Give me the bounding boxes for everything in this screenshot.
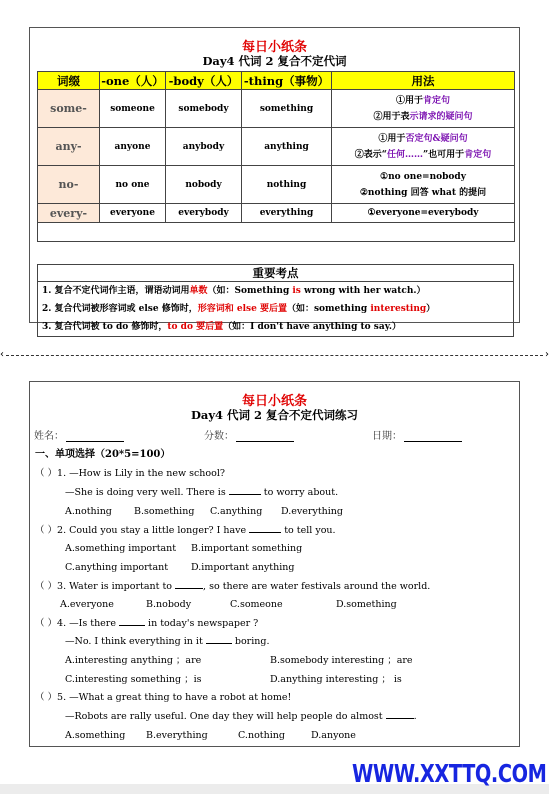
header-prefix: 词缀 bbox=[38, 72, 100, 90]
header-thing: -thing（事物） bbox=[242, 72, 332, 90]
option-a[interactable]: A.interesting anything ；are bbox=[65, 655, 202, 666]
question-stem: （ ）2. Could you stay a little longer? I have to tell you. bbox=[35, 525, 336, 536]
usage-cell: ①用于肯定句 ②用于表示请求的疑问句 bbox=[332, 90, 515, 128]
header-usage: 用法 bbox=[332, 72, 515, 90]
card-title: 每日小纸条 bbox=[241, 394, 307, 409]
score-field[interactable]: 分数： bbox=[204, 427, 294, 442]
option-d[interactable]: D.anything interesting ； is bbox=[270, 674, 402, 685]
table-row bbox=[38, 166, 515, 204]
key-points-list bbox=[37, 281, 514, 337]
option-c[interactable]: C.anything important bbox=[65, 562, 169, 573]
prefix-cell: no- bbox=[38, 166, 100, 204]
prefix-cell: every- bbox=[38, 204, 100, 223]
table-row bbox=[38, 204, 515, 223]
one-cell: anyone bbox=[100, 128, 166, 166]
option-b[interactable]: B.everything bbox=[146, 730, 208, 741]
scissor-right-icon: › bbox=[545, 349, 549, 360]
option-a[interactable]: A.something important bbox=[65, 543, 177, 554]
card-title: 每日小纸条 bbox=[241, 40, 307, 55]
question-stem: （ ）1. —How is Lily in the new school? bbox=[35, 468, 225, 479]
question-line: —Robots are rally useful. One day they will help people do almost . bbox=[65, 711, 417, 722]
question-stem: （ ）5. —What a great thing to have a robot at home! bbox=[35, 692, 292, 703]
option-a[interactable]: A.something bbox=[65, 730, 126, 741]
one-cell: no one bbox=[100, 166, 166, 204]
option-a[interactable]: A.nothing bbox=[65, 506, 112, 517]
option-b[interactable]: B.something bbox=[134, 506, 195, 517]
usage-cell: ①no one=nobody ②nothing 回答 what 的提问 bbox=[332, 166, 515, 204]
option-b[interactable]: B.somebody interesting ；are bbox=[270, 655, 413, 666]
grammar-note-card bbox=[29, 27, 520, 332]
thing-cell: nothing bbox=[242, 166, 332, 204]
option-d[interactable]: D.anyone bbox=[311, 730, 356, 741]
option-b[interactable]: B.nobody bbox=[146, 599, 192, 610]
option-d[interactable]: D.important anything bbox=[191, 562, 295, 573]
option-d[interactable]: D.something bbox=[336, 599, 397, 610]
option-d[interactable]: D.everything bbox=[281, 506, 343, 517]
date-field[interactable]: 日期： bbox=[372, 427, 462, 442]
body-cell: anybody bbox=[166, 128, 242, 166]
body-cell: nobody bbox=[166, 166, 242, 204]
one-cell: someone bbox=[100, 90, 166, 128]
header-body: -body（人） bbox=[166, 72, 242, 90]
key-point: 3. 复合代词被 to do 修饰时，to do 要后置（如：I don't have anything to say.） bbox=[42, 322, 402, 332]
question-stem: （ ）4. —Is there in today's newspaper ? bbox=[35, 618, 259, 629]
body-cell: somebody bbox=[166, 90, 242, 128]
thing-cell: anything bbox=[242, 128, 332, 166]
usage-cell: ①用于否定句&疑问句 ②表示“任何……”也可用于肯定句 bbox=[332, 128, 515, 166]
prefix-cell: some- bbox=[38, 90, 100, 128]
cut-line bbox=[0, 348, 549, 362]
option-c[interactable]: C.someone bbox=[230, 599, 283, 610]
blank-row bbox=[38, 223, 515, 242]
question-line: —No. I think everything in it boring. bbox=[65, 636, 270, 647]
prefix-cell: any- bbox=[38, 128, 100, 166]
section-heading: 一、单项选择（20*5=100） bbox=[35, 449, 171, 460]
dashed-divider bbox=[6, 355, 543, 356]
question-line: —She is doing very well. There is to worry about. bbox=[65, 487, 339, 498]
option-a[interactable]: A.everyone bbox=[60, 599, 114, 610]
option-c[interactable]: C.interesting something ；is bbox=[65, 674, 202, 685]
card-subtitle: Day4 代词 2 复合不定代词 bbox=[202, 54, 347, 68]
question-stem: （ ）3. Water is important to , so there are water festivals around the world. bbox=[35, 581, 431, 592]
thing-cell: everything bbox=[242, 204, 332, 223]
table-row bbox=[38, 128, 515, 166]
header-one: -one（人） bbox=[101, 73, 164, 88]
table-header-row bbox=[38, 72, 515, 90]
key-point: 1. 复合不定代词作主语，谓语动词用单数（如：Something is wrong with her watch.） bbox=[42, 286, 426, 296]
table-row bbox=[38, 90, 515, 128]
thing-cell: something bbox=[242, 90, 332, 128]
option-c[interactable]: C.anything bbox=[210, 506, 263, 517]
option-b[interactable]: B.important something bbox=[191, 543, 303, 554]
one-cell: everyone bbox=[100, 204, 166, 223]
scissor-left-icon: ‹ bbox=[0, 349, 4, 360]
exercise-card bbox=[29, 381, 520, 747]
key-points-title: 重要考点 bbox=[37, 264, 514, 281]
name-field[interactable]: 姓名： bbox=[34, 427, 124, 442]
card-subtitle: Day4 代词 2 复合不定代词练习 bbox=[190, 408, 359, 422]
site-logo: WWW.XXTTQ.COM bbox=[352, 759, 547, 788]
pronoun-table bbox=[37, 71, 515, 242]
key-point: 2. 复合代词被形容词或 else 修饰时，形容词和 else 要后置（如：something interesting） bbox=[42, 304, 436, 314]
option-c[interactable]: C.nothing bbox=[238, 730, 285, 741]
body-cell: everybody bbox=[166, 204, 242, 223]
usage-cell: ①everyone=everybody bbox=[332, 204, 515, 223]
